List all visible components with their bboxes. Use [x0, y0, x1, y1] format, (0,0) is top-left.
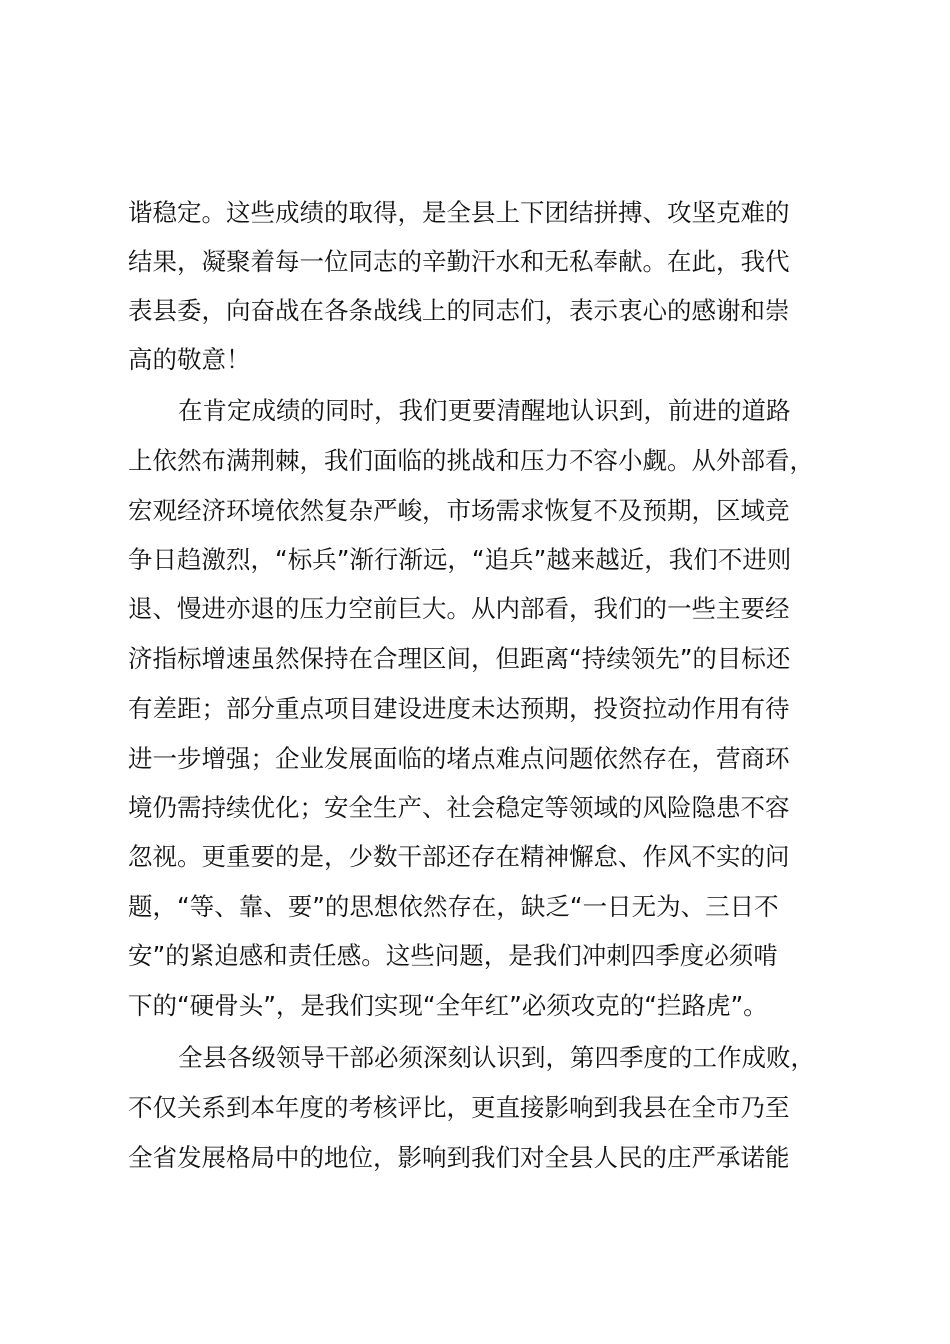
- text-line: 境仍需持续优化；安全生产、社会稳定等领域的风险隐患不容: [128, 793, 790, 822]
- text-line: 宏观经济环境依然复杂严峻，市场需求恢复不及预期，区域竞: [128, 496, 790, 525]
- text-line: 高的敬意！: [128, 345, 251, 374]
- paragraph-first-line: 全县各级领导干部必须深刻认识到，第四季度的工作成败，: [178, 1043, 815, 1072]
- text-line: 有差距；部分重点项目建设进度未达预期，投资拉动作用有待: [128, 694, 790, 723]
- text-line: 谐稳定。这些成绩的取得，是全县上下团结拼搏、攻坚克难的: [128, 198, 790, 227]
- text-line: 题，“等、靠、要”的思想依然存在，缺乏“一日无为、三日不: [128, 892, 779, 921]
- text-line: 忽视。更重要的是，少数干部还存在精神懈怠、作风不实的问: [128, 842, 790, 871]
- text-line: 结果，凝聚着每一位同志的辛勤汗水和无私奉献。在此，我代: [128, 247, 790, 276]
- text-line: 全省发展格局中的地位，影响到我们对全县人民的庄严承诺能: [128, 1143, 790, 1172]
- text-line: 济指标增速虽然保持在合理区间，但距离“持续领先”的目标还: [128, 644, 791, 673]
- text-line: 表县委，向奋战在各条战线上的同志们，表示衷心的感谢和崇: [128, 296, 790, 325]
- text-line: 进一步增强；企业发展面临的堵点难点问题依然存在，营商环: [128, 744, 790, 773]
- text-line: 退、慢进亦退的压力空前巨大。从内部看，我们的一些主要经: [128, 594, 790, 623]
- paragraph-first-line: 在肯定成绩的同时，我们更要清醒地认识到，前进的道路: [178, 396, 791, 425]
- text-line: 安”的紧迫感和责任感。这些问题，是我们冲刺四季度必须啃: [128, 941, 778, 970]
- text-line: 争日趋激烈，“标兵”渐行渐远，“追兵”越来越近，我们不进则: [128, 545, 792, 574]
- text-line: 下的“硬骨头”，是我们实现“全年红”必须攻克的“拦路虎”。: [128, 991, 768, 1020]
- text-line: 不仅关系到本年度的考核评比，更直接影响到我县在全市乃至: [128, 1093, 790, 1122]
- text-line: 上依然布满荆棘，我们面临的挑战和压力不容小觑。从外部看，: [128, 446, 814, 475]
